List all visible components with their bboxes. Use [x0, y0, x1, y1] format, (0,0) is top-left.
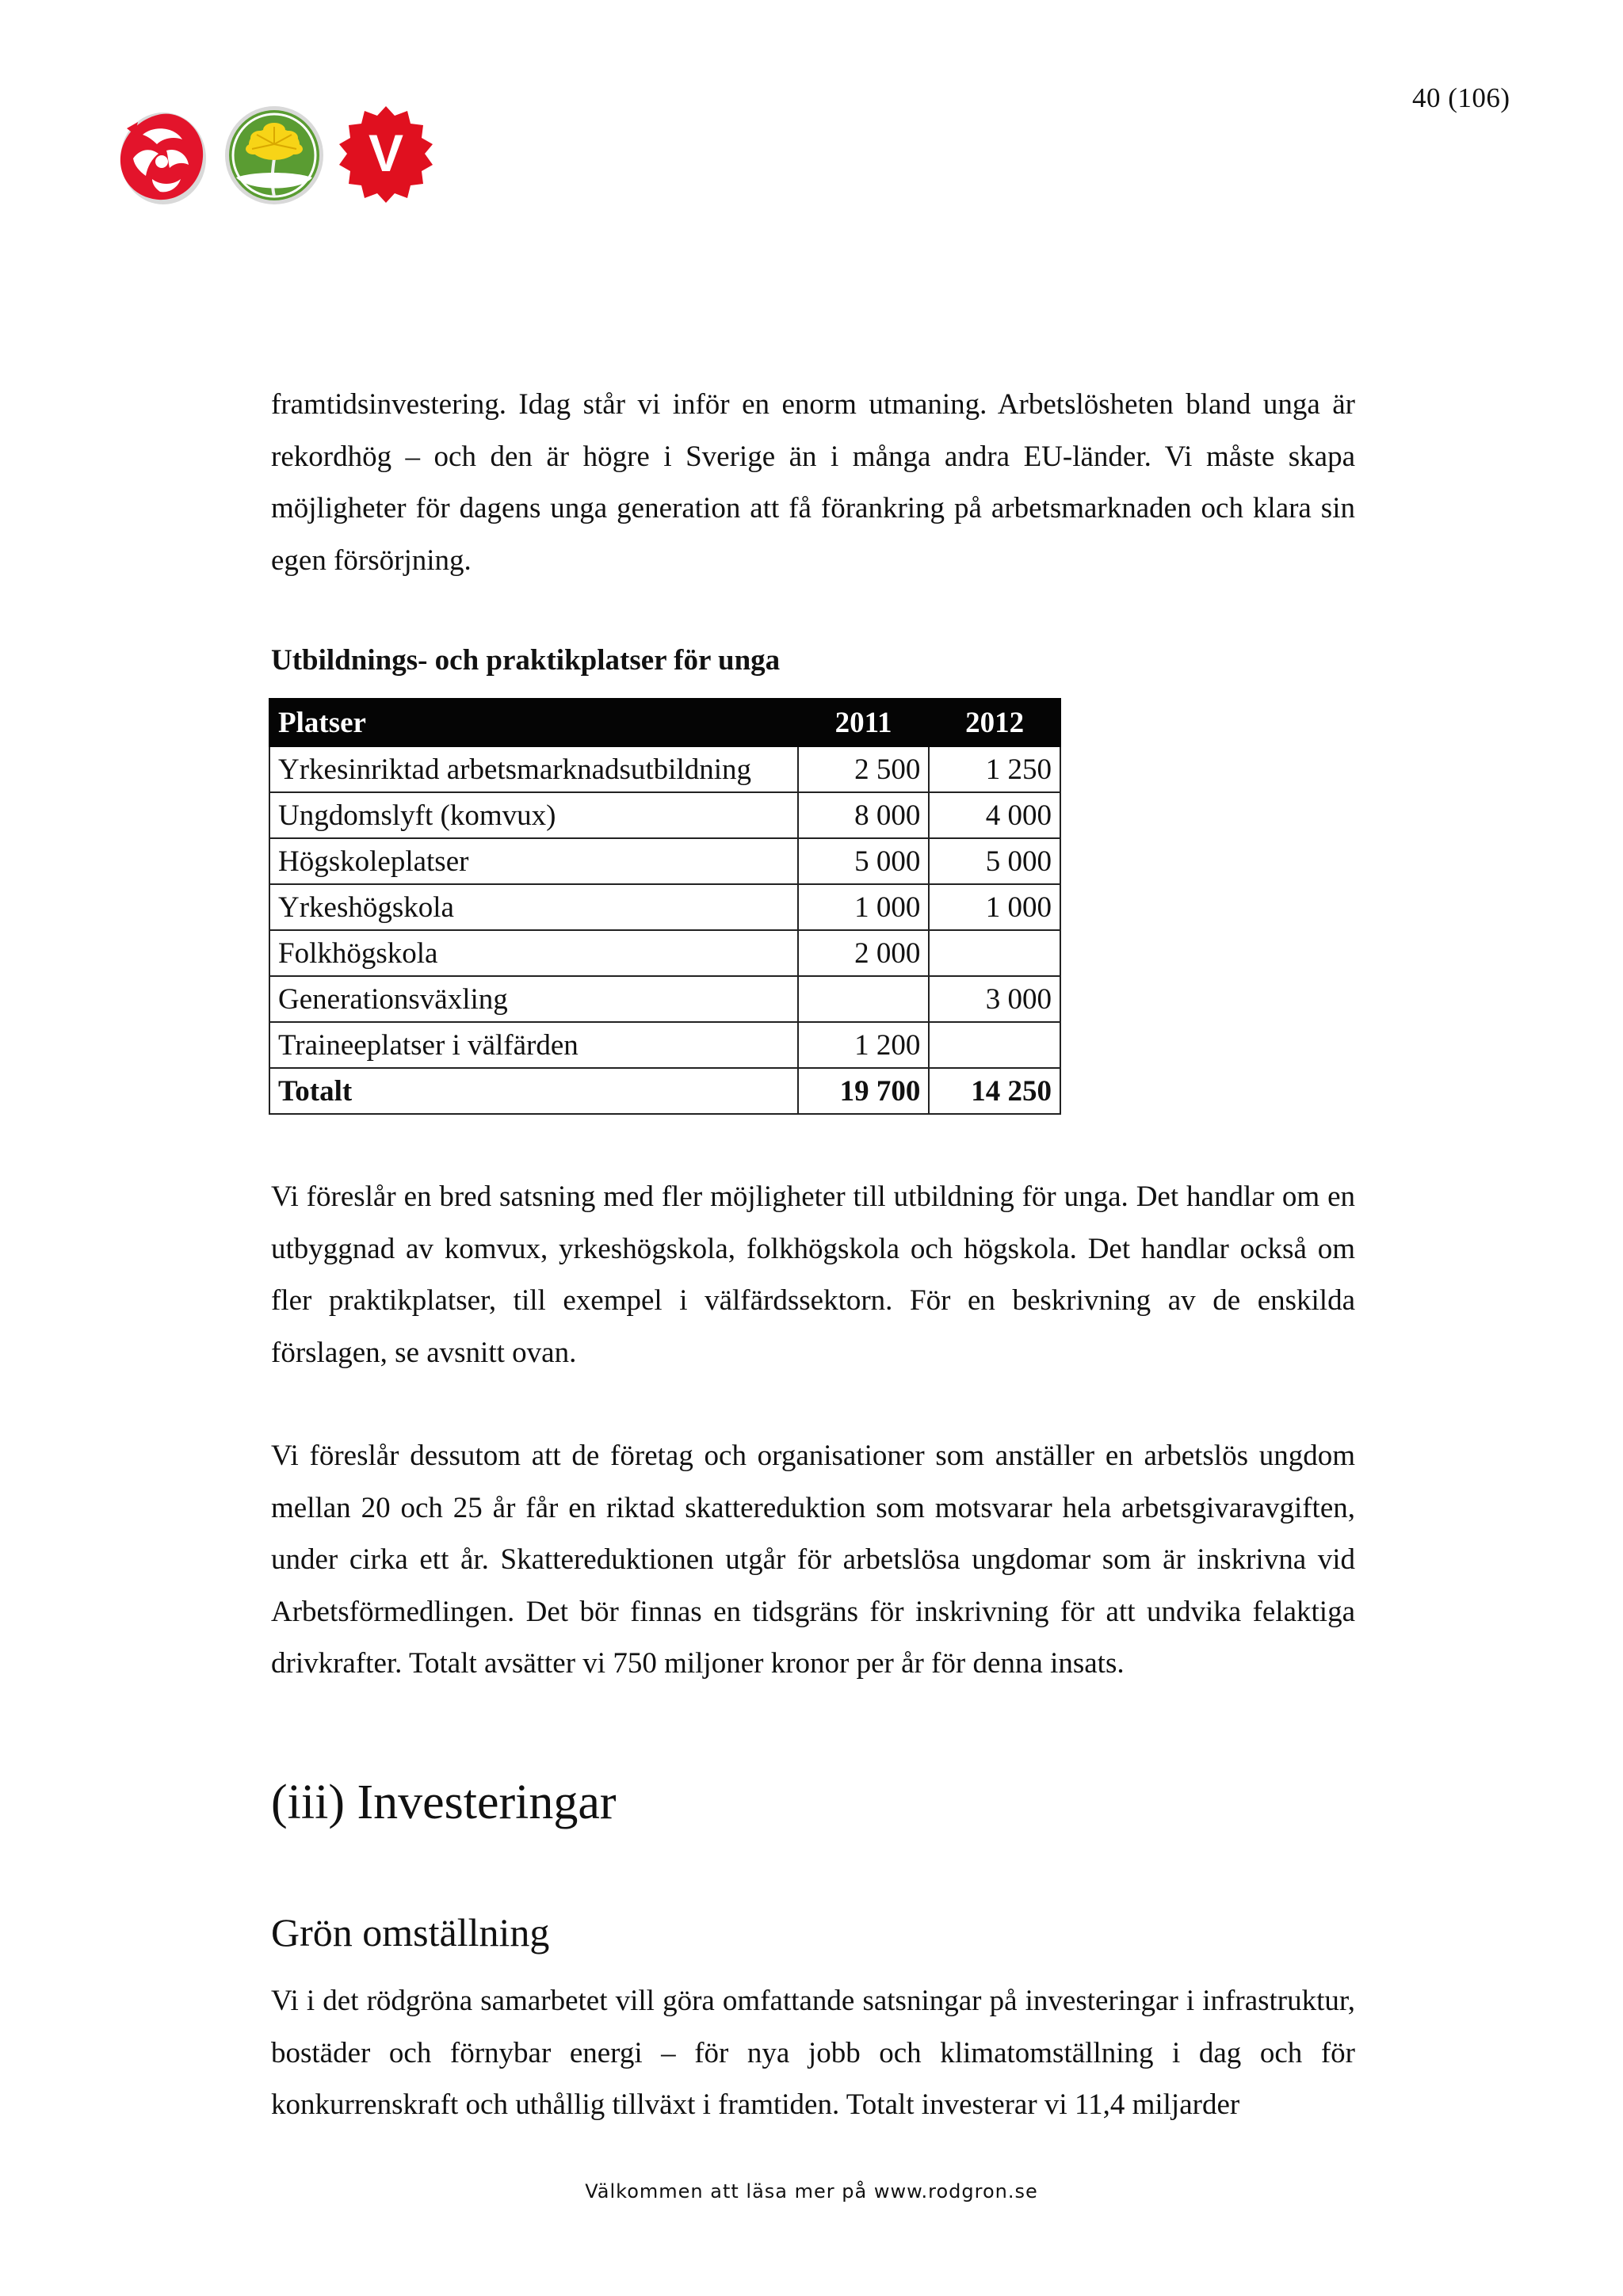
table-title: Utbildnings- och praktikplatser för unga [271, 644, 781, 677]
row-label: Ungdomslyft (komvux) [269, 792, 798, 838]
table-header-row [269, 699, 1060, 746]
row-label: Yrkesinriktad arbetsmarknadsutbildning [269, 746, 798, 792]
value-2011: 2 000 [798, 930, 930, 976]
value-2011: 5 000 [798, 838, 930, 884]
subsection-heading: Grön omställning [271, 1910, 550, 1955]
v-logo-letter: V [368, 124, 404, 182]
value-2012: 3 000 [929, 976, 1060, 1022]
proposal-paragraph: Vi föreslår en bred satsning med fler möjligheter till utbildning för unga. Det handlar om en utbyggnad av komvux, yrkeshögskola, folkhögskola och högskola. Det handlar också om fler praktikplatser, till exempel i välfärdssektorn. För en beskrivning av de enskilda förslagen, se avsnitt ovan. [271, 1180, 1355, 1369]
value-2012: 4 000 [929, 792, 1060, 838]
vansterpartiet-v-logo [334, 103, 437, 208]
value-2012 [929, 930, 1060, 976]
intro-paragraph: framtidsinvestering. Idag står vi inför en enorm utmaning. Arbetslösheten bland unga är rekordhög – och den är högre i Sverige än i många andra EU-länder. Vi måste skapa möjligheter för dagens unga generation att få förankring på arbetsmarknaden och klara sin egen försörjning. [271, 388, 1355, 577]
table-total-row [269, 1068, 1060, 1114]
row-label: Traineeplatser i välfärden [269, 1022, 798, 1068]
table-row [269, 746, 1060, 792]
value-2012: 1 250 [929, 746, 1060, 792]
column-header-platser: Platser [269, 699, 798, 746]
table-row [269, 884, 1060, 930]
table-row [269, 792, 1060, 838]
table-row [269, 930, 1060, 976]
tax-reduction-paragraph: Vi föreslår dessutom att de företag och organisationer som anställer en arbetslös ungdom mellan 20 och 25 år får en riktad skattereduktion som motsvarar hela arbetsgivaravgiften, under cirka ett år. Skattereduktionen utgår för arbetslösa ungdomar som är inskrivna vid Arbetsförmedlingen. Det bör finnas en tidsgräns för inskrivning för att undvika felaktiga drivkrafter. Totalt avsätter vi 750 miljoner kronor per år för denna insats. [271, 1440, 1355, 1680]
row-label: Högskoleplatser [269, 838, 798, 884]
row-label: Yrkeshögskola [269, 884, 798, 930]
table-row [269, 976, 1060, 1022]
total-label: Totalt [269, 1068, 798, 1114]
value-2011 [798, 976, 930, 1022]
footer-text: Välkommen att läsa mer på www.rodgron.se [585, 2180, 1038, 2203]
value-2011: 1 000 [798, 884, 930, 930]
value-2011: 8 000 [798, 792, 930, 838]
section-heading: (iii) Investeringar [271, 1775, 617, 1829]
value-2011: 1 200 [798, 1022, 930, 1068]
row-label: Folkhögskola [269, 930, 798, 976]
value-2012: 5 000 [929, 838, 1060, 884]
value-2012: 1 000 [929, 884, 1060, 930]
miljopartiet-dandelion-logo [222, 103, 327, 208]
socialdemokraterna-rose-logo [111, 103, 212, 208]
party-logos [111, 103, 460, 214]
green-transition-paragraph: Vi i det rödgröna samarbetet vill göra omfattande satsningar på investeringar i infrastruktur, bostäder och förnybar energi – för nya jobb och klimatomställning i dag och för konkurrenskraft och uthållig tillväxt i framtiden. Totalt investerar vi 11,4 miljarder [271, 1985, 1355, 2121]
total-2012: 14 250 [929, 1068, 1060, 1114]
places-table [269, 698, 1061, 1115]
table-row [269, 838, 1060, 884]
column-header-2011: 2011 [798, 699, 930, 746]
value-2011: 2 500 [798, 746, 930, 792]
table-row [269, 1022, 1060, 1068]
row-label: Generationsväxling [269, 976, 798, 1022]
value-2012 [929, 1022, 1060, 1068]
page-number: 40 (106) [1412, 82, 1510, 113]
column-header-2012: 2012 [929, 699, 1060, 746]
total-2011: 19 700 [798, 1068, 930, 1114]
